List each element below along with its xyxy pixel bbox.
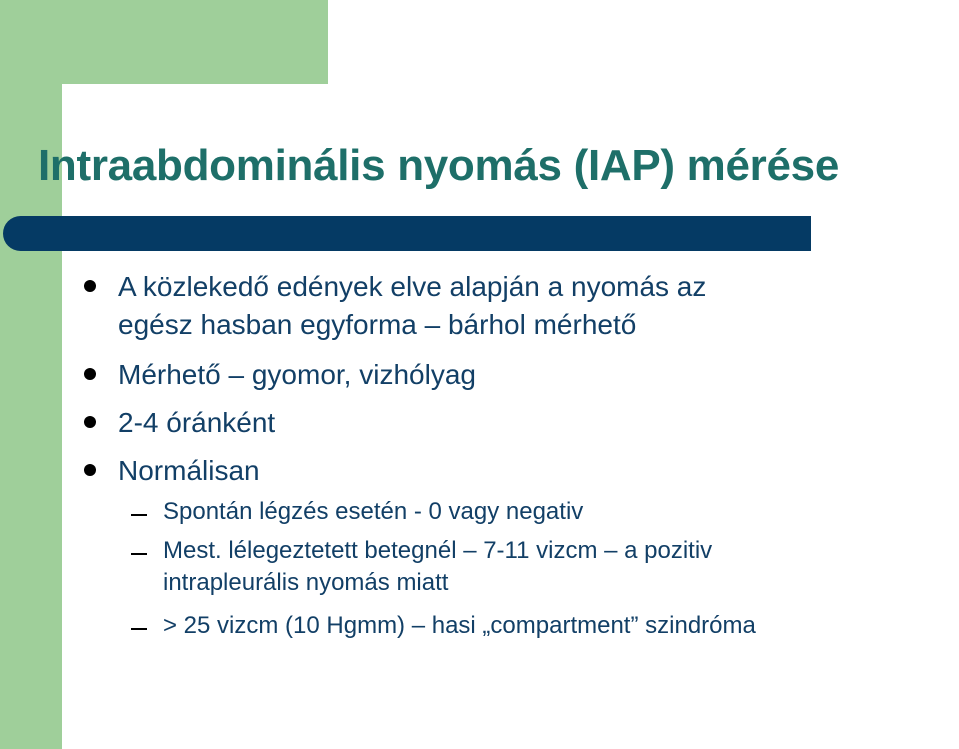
slide-title: Intraabdominális nyomás (IAP) mérése <box>38 141 840 190</box>
subbullet-dash-icon <box>131 514 147 516</box>
bullet-3-line-1: 2-4 óránként <box>118 407 276 438</box>
bullet-1-line-1: A közlekedő edények elve alapján a nyomás az <box>118 271 707 302</box>
subbullet-1-line-1: Spontán légzés esetén - 0 vagy negativ <box>163 498 584 525</box>
bullet-2-line-1: Mérhető – gyomor, vizhólyag <box>118 359 476 390</box>
bullet-dot-icon <box>84 368 96 380</box>
bullet-dot-icon <box>84 464 96 476</box>
subbullet-dash-icon <box>131 553 147 555</box>
subbullet-3-line-1: > 25 vizcm (10 Hgmm) – hasi „compartment” szindróma <box>163 612 756 639</box>
subbullet-dash-icon <box>131 628 147 630</box>
bullet-4-line-1: Normálisan <box>118 455 260 486</box>
bullet-dot-icon <box>84 280 96 292</box>
subbullet-2-line-2: intrapleurális nyomás miatt <box>163 569 449 596</box>
bullet-1-line-2: egész hasban egyforma – bárhol mérhető <box>118 309 637 340</box>
subbullet-2-line-1: Mest. lélegeztetett betegnél – 7-11 vizcm – a pozitiv <box>163 537 713 564</box>
bullet-dot-icon <box>84 416 96 428</box>
